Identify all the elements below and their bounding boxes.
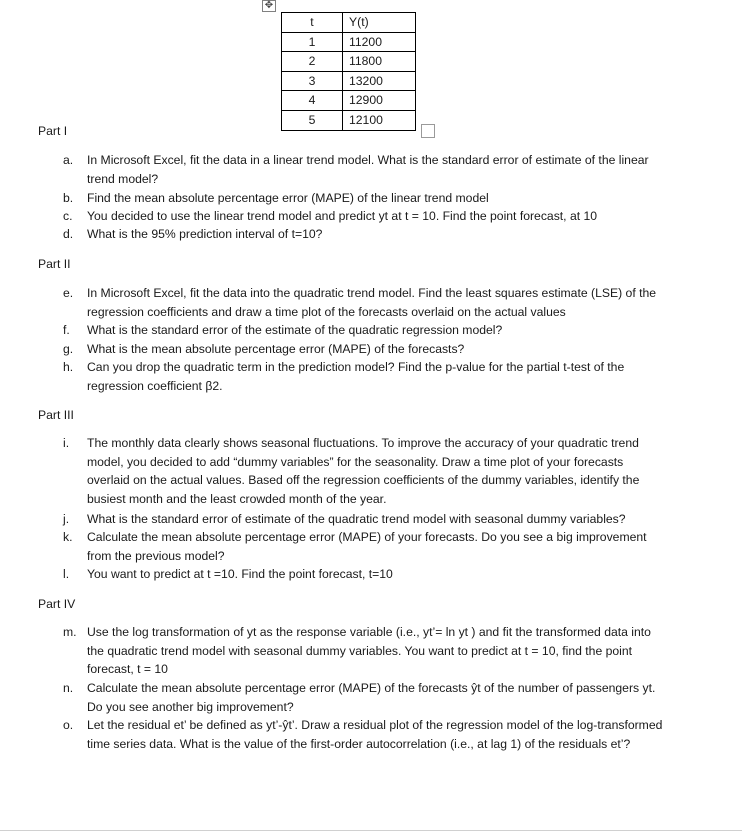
table-cell-t: 3 <box>282 71 343 91</box>
list-item <box>63 623 668 679</box>
table-header-t: t <box>282 13 343 33</box>
page-bottom-divider <box>0 830 742 831</box>
move-arrows-icon[interactable]: ✥ <box>262 0 276 12</box>
list-item-text: The monthly data clearly shows seasonal fluctuations. To improve the accuracy of your quadratic trend model, you decided to add “dummy variables” for the seasonality. Draw a time plot of your forecasts overlaid on the actual values. Based off the regression coefficients of the dummy variables, identify the busiest month and the least crowded month of the year. <box>87 436 640 506</box>
list-marker: i. <box>63 436 70 450</box>
table-row <box>282 71 416 91</box>
list-item <box>63 434 668 508</box>
table-cell-y: 12100 <box>343 110 416 130</box>
table-cell-y: 13200 <box>343 71 416 91</box>
table-cell-y: 11200 <box>343 32 416 52</box>
list-item-text: In Microsoft Excel, fit the data into the quadratic trend model. Find the least squares estimate (LSE) of the regression coefficients and draw a time plot of the forecasts overlaid on the actual values <box>87 286 657 319</box>
list-item-text: Can you drop the quadratic term in the prediction model? Find the p-value for the partial t-test of the regression coefficient β2. <box>87 360 625 393</box>
list-item-text: Calculate the mean absolute percentage error (MAPE) of your forecasts. Do you see a big improvement from the previous model? <box>87 530 647 563</box>
table-row <box>282 32 416 52</box>
table-cell-y: 11800 <box>343 52 416 72</box>
list-item-text: What is the mean absolute percentage error (MAPE) of the forecasts? <box>87 342 465 356</box>
list-item <box>63 189 668 208</box>
list-item <box>63 510 668 529</box>
list-marker: f. <box>63 323 70 337</box>
part-title: Part I <box>38 124 68 138</box>
list-marker: h. <box>63 360 74 374</box>
table-row <box>282 91 416 111</box>
table-resize-icon[interactable] <box>421 124 435 138</box>
table-cell-t: 2 <box>282 52 343 72</box>
table-header-row <box>282 13 416 33</box>
list-marker: k. <box>63 530 73 544</box>
list-marker: g. <box>63 342 74 356</box>
list-item <box>63 225 668 244</box>
list-marker: n. <box>63 681 74 695</box>
table-cell-y: 12900 <box>343 91 416 111</box>
list-item-text: Find the mean absolute percentage error (MAPE) of the linear trend model <box>87 191 489 205</box>
part-title: Part IV <box>38 597 76 611</box>
list-item-text: You decided to use the linear trend model and predict yt at t = 10. Find the point forecast, at 10 <box>87 209 598 223</box>
list-item-text: What is the standard error of the estimate of the quadratic regression model? <box>87 323 503 337</box>
table-row <box>282 110 416 130</box>
list-item <box>63 207 668 226</box>
list-marker: d. <box>63 227 74 241</box>
list-item-text: What is the standard error of estimate of the quadratic trend model with seasonal dummy variables? <box>87 512 626 526</box>
list-marker: m. <box>63 625 77 639</box>
table-row <box>282 52 416 72</box>
list-marker: l. <box>63 567 70 581</box>
list-item <box>63 321 668 340</box>
list-marker: j. <box>63 512 70 526</box>
list-item <box>63 565 668 584</box>
table-cell-t: 5 <box>282 110 343 130</box>
list-item <box>63 679 668 716</box>
list-item-text: You want to predict at t =10. Find the point forecast, t=10 <box>87 567 393 581</box>
list-item-text: Let the residual et’ be defined as yt’-ŷt’. Draw a residual plot of the regression model of the log-transformed time series data. What is the value of the first-order autocorrelation (i.e., at lag 1) of the residuals et’? <box>87 718 663 751</box>
part-title: Part III <box>38 408 74 422</box>
list-item <box>63 528 668 565</box>
list-item <box>63 358 668 395</box>
list-marker: c. <box>63 209 73 223</box>
list-item-text: What is the 95% prediction interval of t=10? <box>87 227 323 241</box>
list-item-text: Use the log transformation of yt as the response variable (i.e., yt’= ln yt ) and fit the transformed data into the quadratic trend model with seasonal dummy variables. You want to predict at t = 10, find the point forecast, t = 10 <box>87 625 651 677</box>
list-marker: o. <box>63 718 74 732</box>
list-marker: b. <box>63 191 74 205</box>
part-title: Part II <box>38 257 71 271</box>
data-table <box>281 12 416 131</box>
list-item <box>63 340 668 359</box>
table-cell-t: 1 <box>282 32 343 52</box>
list-item <box>63 716 668 753</box>
table-header-y: Y(t) <box>343 13 416 33</box>
list-marker: e. <box>63 286 74 300</box>
list-marker: a. <box>63 153 74 167</box>
list-item-text: Calculate the mean absolute percentage error (MAPE) of the forecasts ŷt of the number of passengers yt. Do you see another big improvement? <box>87 681 656 714</box>
list-item-text: In Microsoft Excel, fit the data in a linear trend model. What is the standard error of estimate of the linear trend model? <box>87 153 649 186</box>
table-cell-t: 4 <box>282 91 343 111</box>
list-item <box>63 151 668 188</box>
list-item <box>63 284 668 321</box>
